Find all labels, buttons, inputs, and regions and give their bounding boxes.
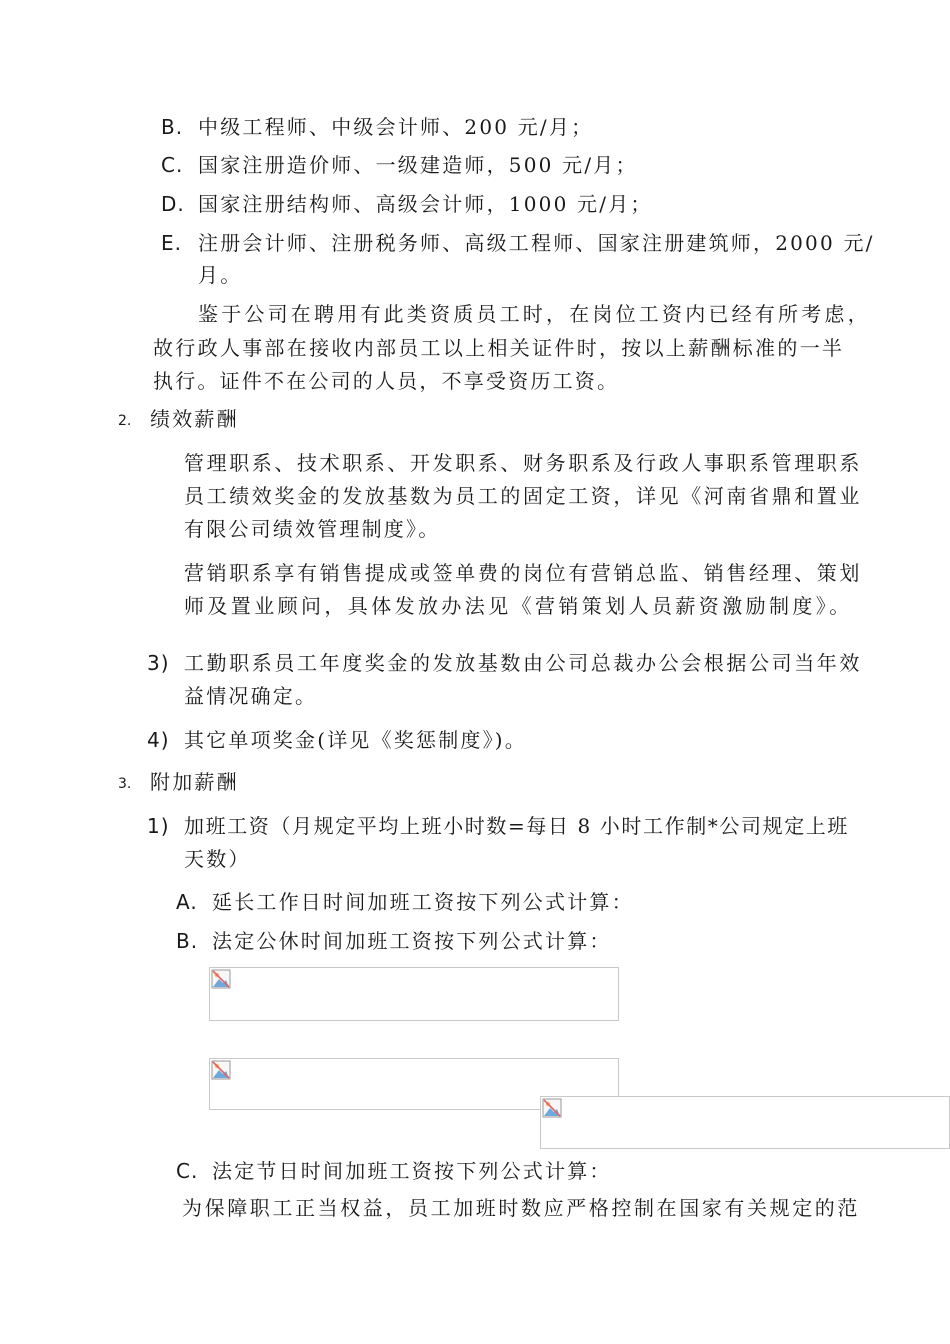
section-3-sub-c-marker: C. xyxy=(176,1159,199,1183)
list-item-c-text: 国家注册造价师、一级建造师，500 元/月； xyxy=(198,153,638,177)
section-3-item1-marker: 1) xyxy=(147,814,170,838)
section-2-item4-text: 其它单项奖金(详见《奖惩制度》)。 xyxy=(184,728,528,752)
section-2-item3-marker: 3) xyxy=(147,651,170,675)
section-3-number: 3. xyxy=(118,776,132,792)
list-marker-e: E. xyxy=(161,231,182,255)
section-2-item3-line1: 工勤职系员工年度奖金的发放基数由公司总裁办公会根据公司当年效 xyxy=(184,651,862,675)
list-marker-d: D. xyxy=(161,192,185,216)
section-2-item2-line1: 营销职系享有销售提成或签单费的岗位有营销总监、销售经理、策划 xyxy=(184,561,862,585)
formula-image-placeholder-1 xyxy=(209,967,619,1021)
section-3-sub-b-marker: B. xyxy=(176,929,199,953)
note-paragraph-line2: 故行政人事部在接收内部员工以上相关证件时，按以上薪酬标准的一半 xyxy=(153,336,845,360)
broken-image-icon xyxy=(211,1060,231,1080)
section-2-item2-line2: 师及置业顾问，具体发放办法见《营销策划人员薪资激励制度》。 xyxy=(184,594,853,618)
section-2-title: 绩效薪酬 xyxy=(150,407,239,431)
section-3-item1-line1: 加班工资（月规定平均上班小时数=每日 8 小时工作制*公司规定上班 xyxy=(184,814,849,838)
section-3-sub-c-text: 法定节日时间加班工资按下列公式计算： xyxy=(212,1159,612,1183)
section-2-number: 2. xyxy=(118,413,132,429)
closing-paragraph-line: 为保障职工正当权益，员工加班时数应严格控制在国家有关规定的范 xyxy=(182,1196,860,1220)
section-2-item4-marker: 4) xyxy=(147,728,170,752)
note-paragraph-line3: 执行。证件不在公司的人员，不享受资历工资。 xyxy=(153,369,620,393)
list-marker-b: B. xyxy=(161,115,184,139)
broken-image-icon xyxy=(542,1098,562,1118)
section-2-item1-line1: 管理职系、技术职系、开发职系、财务职系及行政人事职系管理职系 xyxy=(184,451,862,475)
section-3-sub-a-marker: A. xyxy=(176,890,198,914)
list-item-e-text-line1: 注册会计师、注册税务师、高级工程师、国家注册建筑师，2000 元/ xyxy=(198,231,875,255)
list-item-b-text: 中级工程师、中级会计师、200 元/月； xyxy=(198,115,594,139)
section-3-item1-line2: 天数） xyxy=(184,847,251,871)
list-item-e-text-line2: 月。 xyxy=(198,263,243,287)
section-3-sub-b-text: 法定公休时间加班工资按下列公式计算： xyxy=(212,929,612,953)
section-2-item1-line2: 员工绩效奖金的发放基数为员工的固定工资，详见《河南省鼎和置业 xyxy=(184,484,862,508)
section-3-title: 附加薪酬 xyxy=(150,770,239,794)
section-2-item1-line3: 有限公司绩效管理制度》。 xyxy=(184,517,441,541)
list-item-d-text: 国家注册结构师、高级会计师，1000 元/月； xyxy=(198,192,653,216)
note-paragraph-line1: 鉴于公司在聘用有此类资质员工时，在岗位工资内已经有所考虑， xyxy=(198,302,871,326)
section-3-sub-a-text: 延长工作日时间加班工资按下列公式计算： xyxy=(212,890,634,914)
section-2-item3-line2: 益情况确定。 xyxy=(184,684,318,708)
list-marker-c: C. xyxy=(161,153,184,177)
broken-image-icon xyxy=(211,969,231,989)
formula-image-placeholder-3 xyxy=(540,1096,950,1149)
